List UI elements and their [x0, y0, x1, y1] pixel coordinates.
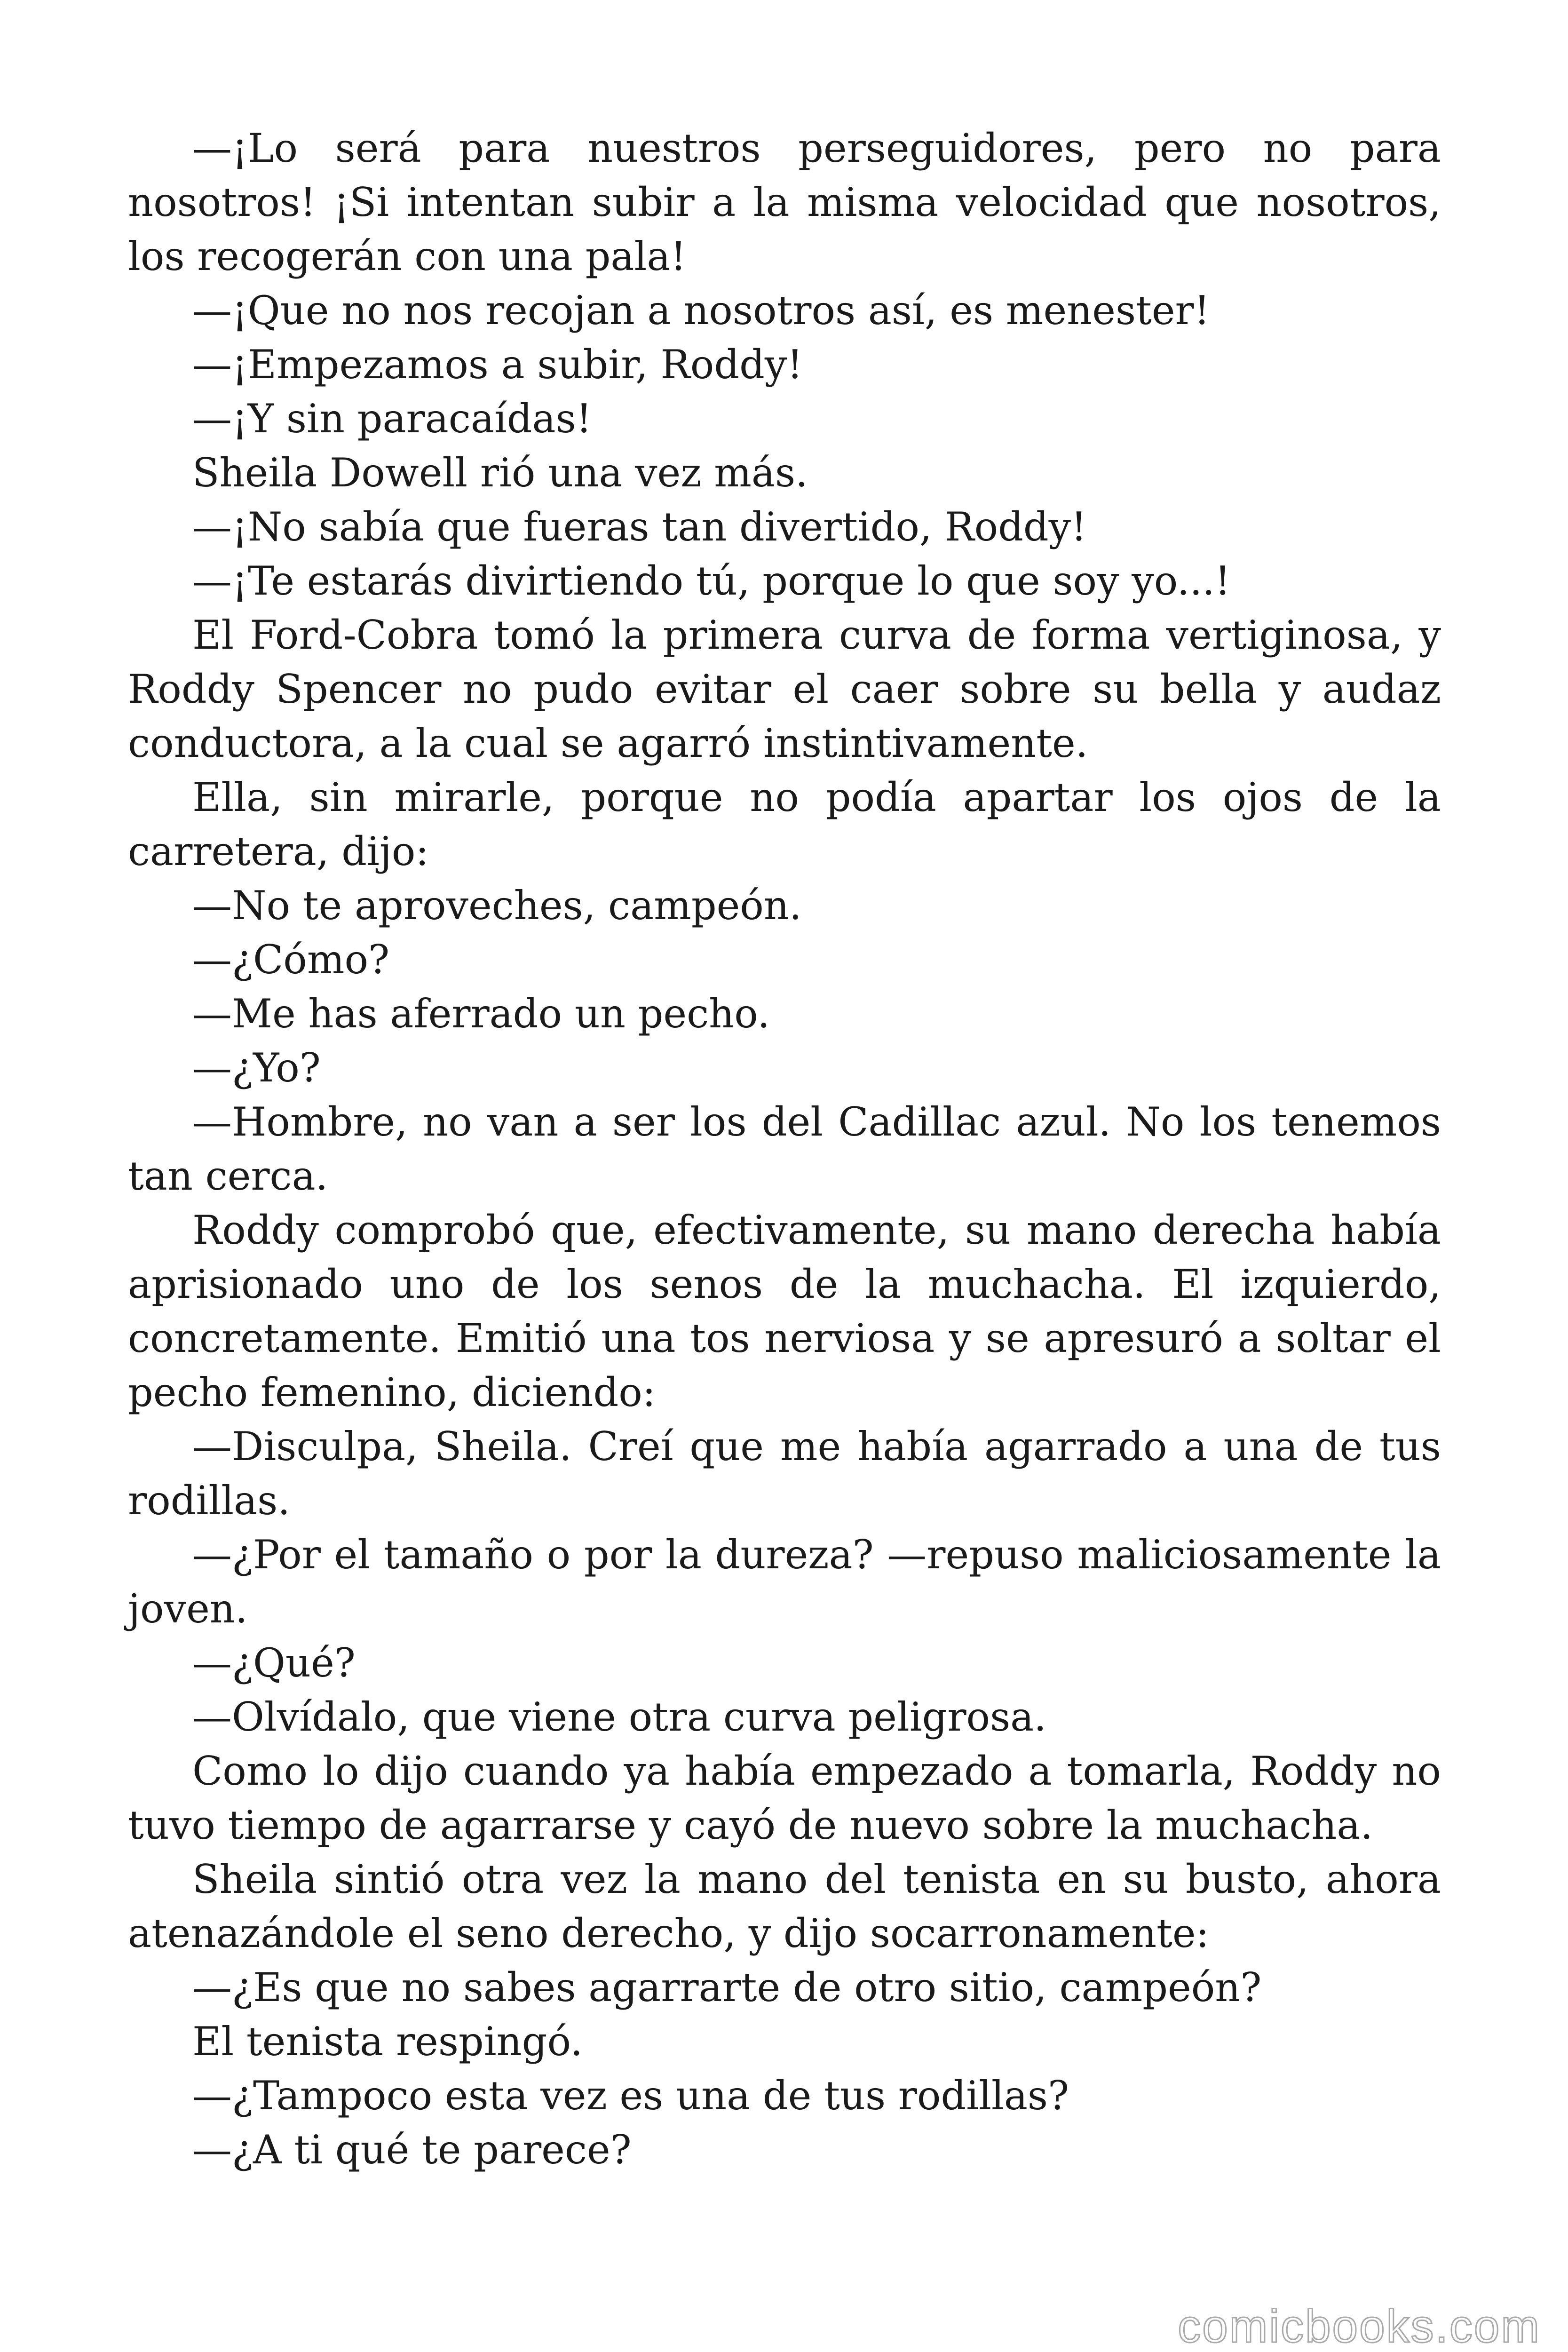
watermark: comicbooks.com — [1178, 2300, 1541, 2352]
paragraph: —¡Que no nos recojan a nosotros así, es menester! — [192, 287, 1210, 334]
paragraph: —¡Te estarás divirtiendo tú, porque lo que soy yo...! — [192, 558, 1231, 604]
paragraph: —¿Cómo? — [192, 937, 390, 983]
paragraph: —¿Yo? — [192, 1045, 321, 1091]
paragraph: El tenista respingó. — [192, 2018, 583, 2065]
paragraph: —¡Empezamos a subir, Roddy! — [192, 342, 803, 388]
paragraph: El Ford-Cobra tomó la primera curva de forma vertiginosa, y Roddy Spencer no pudo evitar el caer sobre su bella y audaz conductora, a la cual se agarró instintivamente. — [128, 612, 1441, 766]
paragraph: —¿Por el tamaño o por la dureza? —repuso maliciosamente la joven. — [128, 1532, 1441, 1632]
paragraph: —¿A ti qué te parece? — [192, 2127, 632, 2173]
paragraph: Sheila Dowell rió una vez más. — [192, 450, 808, 496]
paragraph: —Olvídalo, que viene otra curva peligrosa. — [192, 1694, 1046, 1740]
paragraph: —¿Qué? — [192, 1640, 356, 1686]
paragraph: —¡Y sin paracaídas! — [192, 396, 592, 442]
page-text — [128, 121, 1441, 2177]
paragraph: —¿Tampoco esta vez es una de tus rodillas? — [192, 2073, 1069, 2119]
paragraph: —No te aproveches, campeón. — [192, 882, 802, 929]
paragraph: —¿Es que no sabes agarrarte de otro sitio, campeón? — [192, 1964, 1262, 2010]
paragraph: —¡Lo será para nuestros perseguidores, pero no para nosotros! ¡Si intentan subir a la misma velocidad que nosotros, los recogerán con una pala! — [128, 125, 1441, 279]
paragraph: Roddy comprobó que, efectivamente, su mano derecha había aprisionado uno de los senos de la muchacha. El izquierdo, concretamente. Emitió una tos nerviosa y se apresuró a soltar el pecho femenino, diciendo: — [128, 1207, 1441, 1415]
paragraph: Ella, sin mirarle, porque no podía apartar los ojos de la carretera, dijo: — [128, 774, 1441, 874]
paragraph: —Hombre, no van a ser los del Cadillac azul. No los tenemos tan cerca. — [128, 1099, 1441, 1199]
paragraph: —Me has aferrado un pecho. — [192, 991, 770, 1037]
paragraph: Sheila sintió otra vez la mano del tenista en su busto, ahora atenazándole el seno derecho, y dijo socarronamente: — [128, 1856, 1441, 1956]
paragraph: —¡No sabía que fueras tan divertido, Roddy! — [192, 504, 1087, 550]
paragraph: Como lo dijo cuando ya había empezado a tomarla, Roddy no tuvo tiempo de agarrarse y cayó de nuevo sobre la muchacha. — [128, 1748, 1441, 1848]
paragraph: —Disculpa, Sheila. Creí que me había agarrado a una de tus rodillas. — [128, 1423, 1441, 1524]
